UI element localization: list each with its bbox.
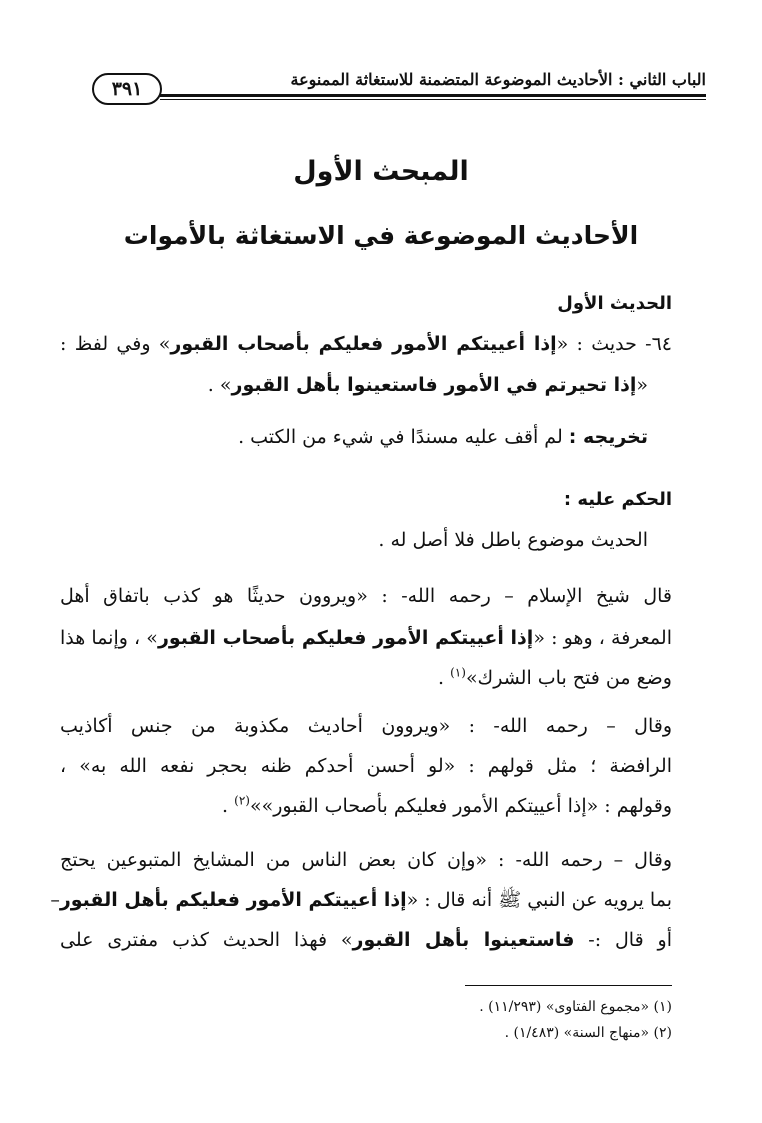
footnote-separator	[465, 985, 672, 986]
para3-line-3	[60, 928, 672, 952]
footnote-2: (٢) «منهاج السنة» (١/٤٨٣) .	[504, 1025, 672, 1041]
takhrij-text: لم أقف عليه مسندًا في شيء من الكتب .	[238, 426, 569, 448]
para3-line-2	[50, 888, 672, 912]
running-header	[78, 62, 706, 110]
footnote-ref-2[interactable]: (٢)	[234, 793, 250, 808]
page-number: ٣٩١	[92, 73, 162, 105]
footnote-1: (١) «مجموع الفتاوى» (١١/٢٩٣) .	[479, 999, 672, 1015]
hadith-alt-text-bold: إذا تحيرتم في الأمور فاستعينوا بأهل القبور	[231, 374, 637, 396]
takhrij	[60, 425, 648, 449]
para3-line2-prefix: بما يرويه عن النبي ﷺ أنه قال : «	[406, 889, 672, 911]
para1-line2-suffix: » ، وإنما هذا	[60, 627, 158, 649]
para3-hadith-bold: إذا أعييتكم الأمور فعليكم بأهل القبور	[59, 889, 407, 911]
para3-line2-suffix: –	[50, 889, 60, 911]
footnote-ref-1[interactable]: (١)	[450, 665, 466, 680]
para2-line3-text: وقولهم : «إذا أعييتكم الأمور فعليكم بأصحاب القبور»»	[249, 795, 672, 817]
header-chapter-title: الأحاديث الموضوعة المتضمنة للاستغاثة الممنوعة	[290, 70, 619, 89]
hadith-line1-prefix: ٦٤- حديث : «	[556, 333, 672, 355]
para1-line3-text: وضع من فتح باب الشرك»	[465, 667, 672, 689]
hadith-line-1	[60, 332, 672, 356]
section-title: المبحث الأول	[293, 156, 469, 187]
hadith-text-bold: إذا أعييتكم الأمور فعليكم بأصحاب القبور	[170, 333, 557, 355]
para3-alt-hadith-bold: فاستعينوا بأهل القبور	[352, 929, 575, 951]
para3-line3-prefix: أو قال :-	[574, 929, 672, 951]
para3-line3-suffix: » فهذا الحديث كذب مفترى على	[60, 929, 353, 951]
para2-line-2: الرافضة ؛ مثل قولهم : «لو أحسن أحدكم ظنه بحجر نفعه الله به» ،	[60, 755, 672, 777]
hadith-line2-suffix: » .	[207, 374, 232, 396]
header-rule-thin	[160, 99, 706, 100]
hadith-line-2	[60, 373, 648, 397]
takhrij-label: تخريجه :	[568, 426, 648, 448]
hadith-line2-prefix: «	[636, 374, 648, 396]
para2-line3-end: .	[222, 795, 235, 817]
para1-line3-end: .	[438, 667, 451, 689]
para1-line-3	[60, 666, 672, 690]
para1-line-2	[60, 626, 672, 650]
section-subtitle: الأحاديث الموضوعة في الاستغاثة بالأموات	[123, 221, 639, 250]
para2-line-3	[60, 794, 672, 818]
ruling-text: الحديث موضوع باطل فلا أصل له .	[378, 529, 648, 551]
hadith-line1-suffix: » وفي لفظ :	[60, 333, 171, 355]
header-chapter-label: الباب الثاني :	[618, 70, 706, 89]
header-rule-thick	[160, 94, 706, 97]
para1-hadith-bold: إذا أعييتكم الأمور فعليكم بأصحاب القبور	[157, 627, 534, 649]
para1-line2-prefix: المعرفة ، وهو : «	[533, 627, 672, 649]
para1-line-1: قال شيخ الإسلام – رحمه الله- : «ويروون حديثًا هو كذب باتفاق أهل	[60, 585, 672, 607]
hadith-heading: الحديث الأول	[557, 293, 672, 314]
header-title	[291, 70, 707, 90]
para2-line-1: وقال – رحمه الله- : «ويروون أحاديث مكذوبة من جنس أكاذيب	[60, 715, 672, 737]
para3-line-1: وقال – رحمه الله- : «وإن كان بعض الناس من المشايخ المتبوعين يحتج	[60, 849, 672, 871]
ruling-heading: الحكم عليه :	[563, 489, 672, 510]
